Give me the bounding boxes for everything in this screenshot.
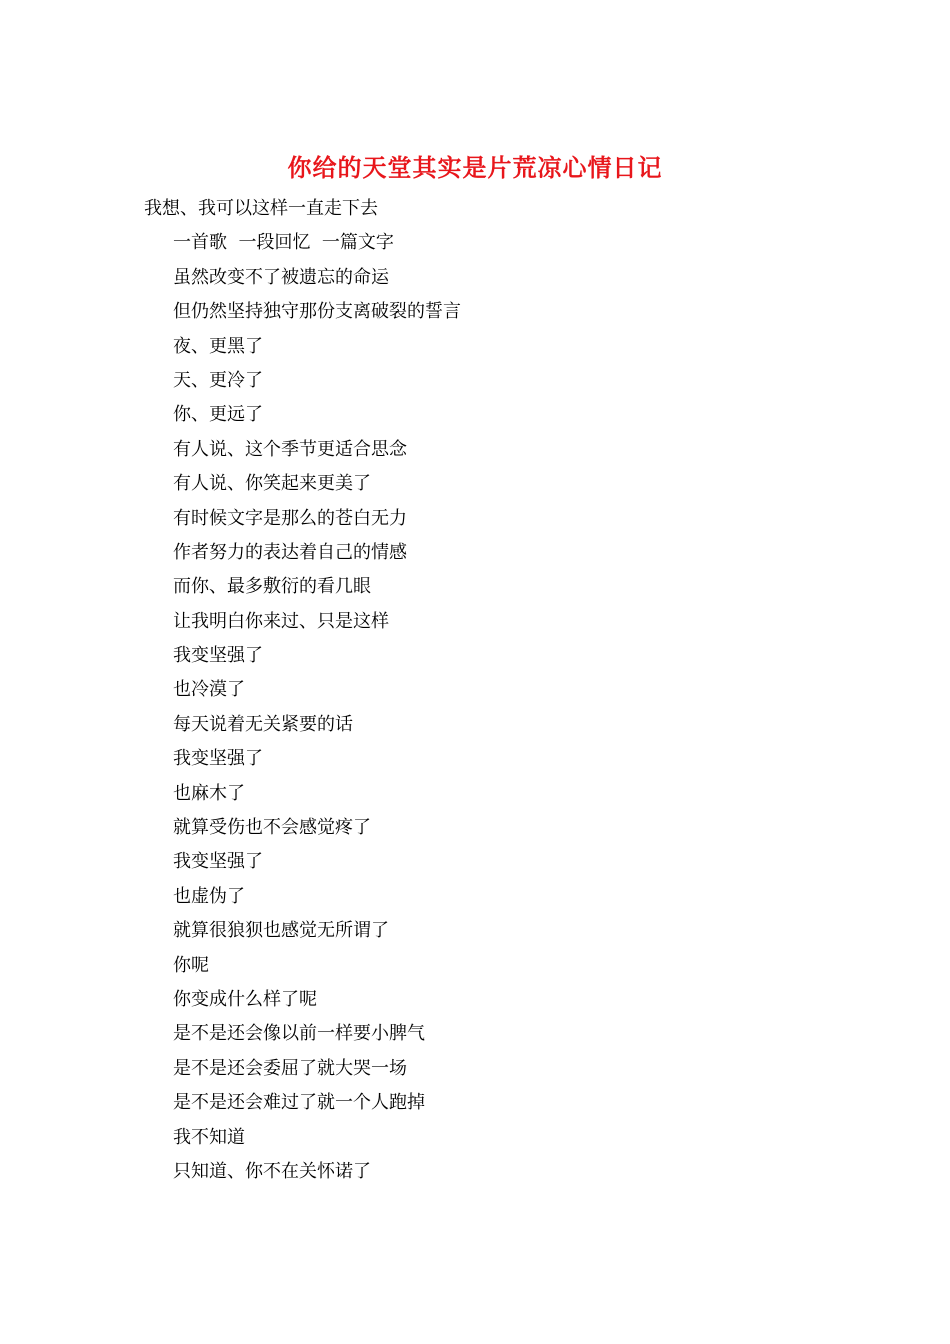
poem-line: 有时候文字是那么的苍白无力 xyxy=(173,507,407,529)
poem-line: 你变成什么样了呢 xyxy=(173,988,317,1010)
poem-line: 只知道、你不在关怀诺了 xyxy=(173,1160,371,1182)
poem-line: 有人说、你笑起来更美了 xyxy=(173,473,371,495)
poem-line: 也冷漠了 xyxy=(173,679,245,701)
poem-line: 是不是还会委屈了就大哭一场 xyxy=(173,1057,407,1079)
poem-line: 就算很狼狈也感觉无所谓了 xyxy=(173,920,389,942)
poem-line: 但仍然坚持独守那份支离破裂的誓言 xyxy=(173,301,461,323)
poem-line: 有人说、这个季节更适合思念 xyxy=(173,438,407,460)
poem-line: 也麻木了 xyxy=(173,782,245,804)
poem-line: 天、更冷了 xyxy=(173,369,263,391)
poem-line: 作者努力的表达着自己的情感 xyxy=(173,541,407,563)
poem-line: 而你、最多敷衍的看几眼 xyxy=(173,576,371,598)
poem-line: 虽然改变不了被遗忘的命运 xyxy=(173,266,389,288)
poem-line: 每天说着无关紧要的话 xyxy=(173,713,353,735)
poem-line: 是不是还会难过了就一个人跑掉 xyxy=(173,1092,425,1114)
poem-lines xyxy=(144,226,844,1189)
poem-line: 就算受伤也不会感觉疼了 xyxy=(173,817,371,839)
opening-line: 我想、我可以这样一直走下去 xyxy=(144,198,378,219)
poem-line: 一首歌 一段回忆 一篇文字 xyxy=(173,232,394,254)
poem-line: 我变坚强了 xyxy=(173,645,263,667)
poem-line: 你呢 xyxy=(173,954,209,976)
poem-line: 让我明白你来过、只是这样 xyxy=(173,610,389,632)
document-title: 你给的天堂其实是片荒凉心情日记 xyxy=(287,153,663,182)
poem-line: 我变坚强了 xyxy=(173,851,263,873)
poem-body xyxy=(144,192,844,1189)
poem-line: 夜、更黑了 xyxy=(173,335,263,357)
poem-line: 我变坚强了 xyxy=(173,748,263,770)
poem-line: 你、更远了 xyxy=(173,404,263,426)
poem-line: 我不知道 xyxy=(173,1126,245,1148)
poem-line: 也虚伪了 xyxy=(173,885,245,907)
poem-line: 是不是还会像以前一样要小脾气 xyxy=(173,1023,425,1045)
